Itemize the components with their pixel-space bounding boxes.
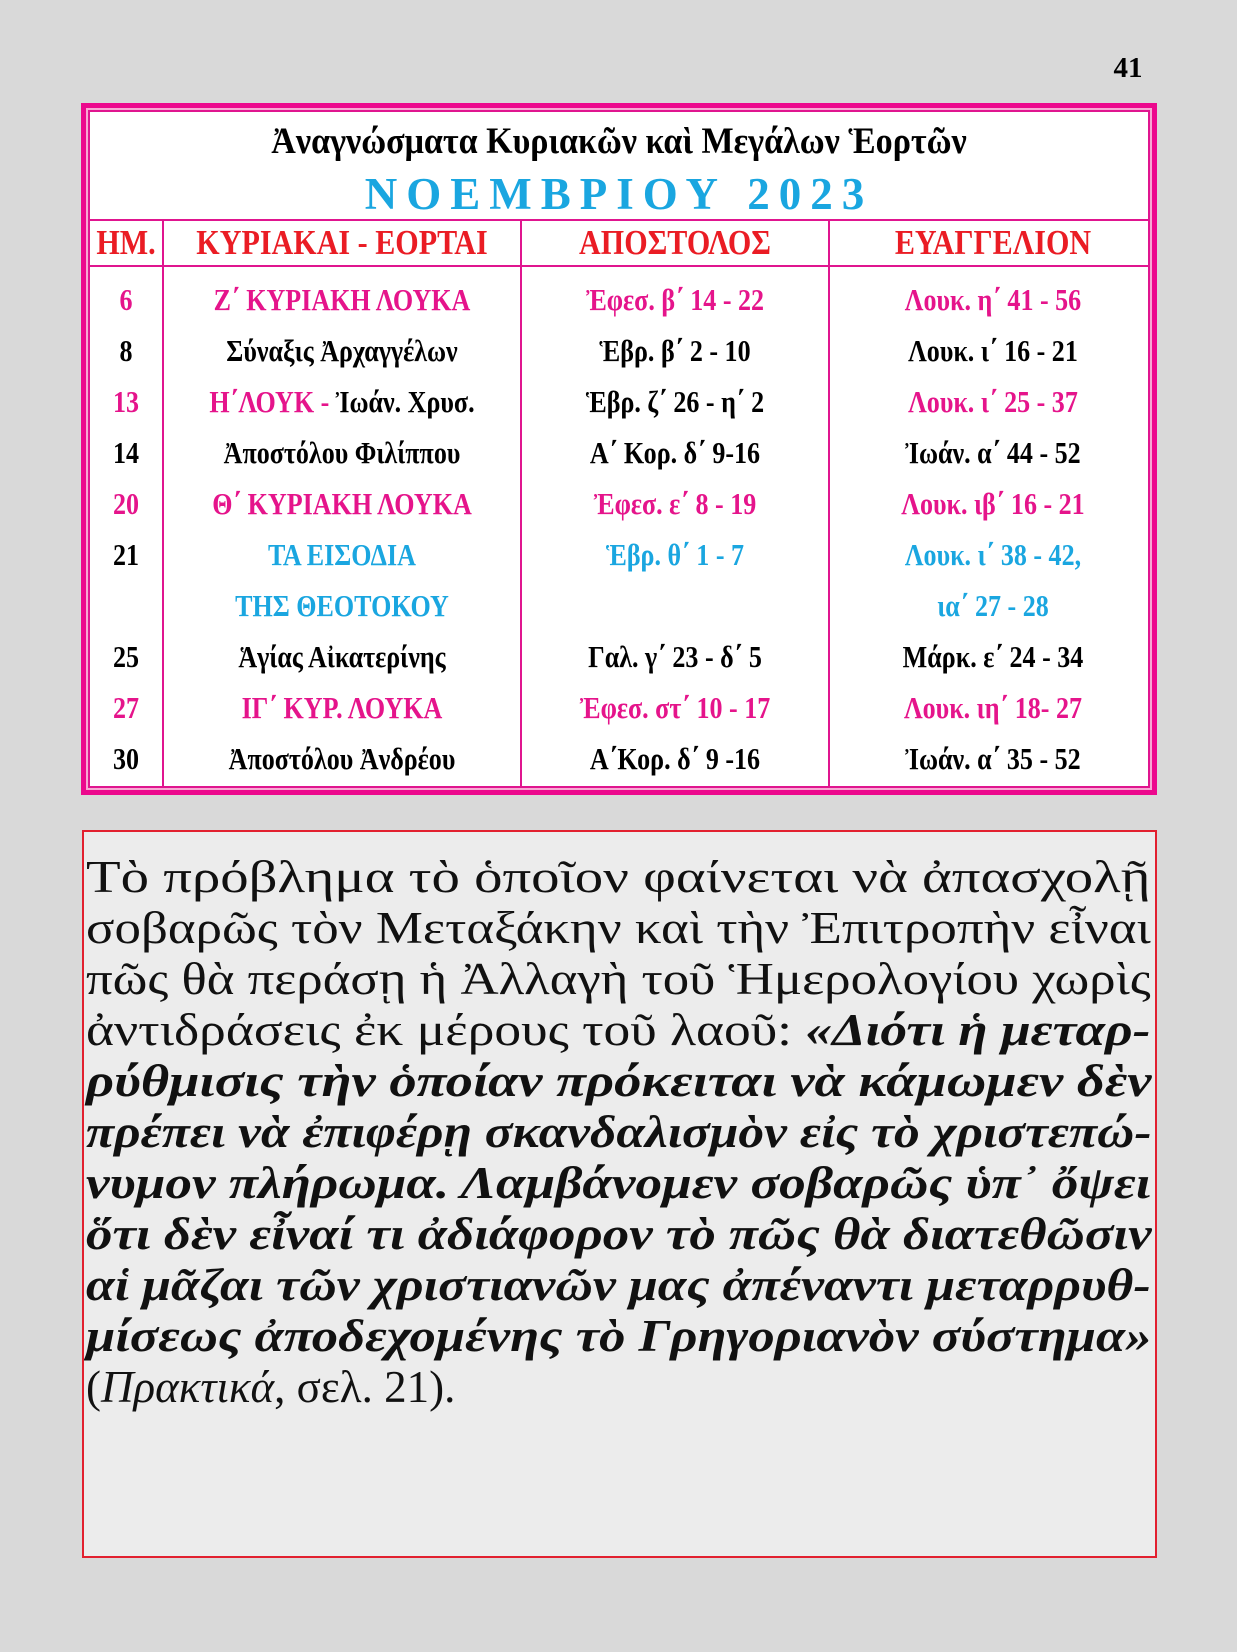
table-month: ΝΟΕΜΒΡΙΟΥ 2023 (364, 169, 874, 219)
citation-page: , σελ. 21). (274, 1362, 456, 1412)
row-day: 6 (119, 282, 133, 317)
row-feast-saint-part: Ἰωάν. Χρυσ. (335, 384, 475, 419)
row-gospel: Λουκ. η΄ 41 - 56 (904, 282, 1082, 317)
table-title: Ἀναγνώσματα Κυριακῶν καὶ Μεγάλων Ἑορτῶν (271, 121, 967, 162)
row-feast: ΙΓ΄ ΚΥΡ. ΛΟΥΚΑ (241, 690, 443, 725)
quote-text: πρέπει νὰ ἐπιφέρῃ σκανδαλισμὸν εἰς τὸ χριστεπώ- (86, 1107, 1152, 1157)
citation-line (86, 1362, 1151, 1413)
readings-table-inner (88, 110, 1150, 788)
column-divider (162, 219, 164, 786)
row-feast: Σύναξις Ἀρχαγγέλων (226, 333, 458, 368)
paragraph-line (86, 903, 1151, 954)
row-apostle: Ἐφεσ. στ΄ 10 - 17 (579, 690, 771, 725)
paragraph-line (86, 1056, 1151, 1107)
paragraph-line (86, 852, 1151, 903)
quote-text-box (82, 830, 1157, 1558)
row-feast: Θ΄ ΚΥΡΙΑΚΗ ΛΟΥΚΑ (212, 486, 472, 521)
row-gospel: Λουκ. ι΄ 16 - 21 (908, 333, 1078, 368)
row-gospel-line2: ια΄ 27 - 28 (937, 588, 1049, 623)
column-divider (828, 219, 830, 786)
row-day: 14 (112, 435, 140, 470)
column-divider (520, 219, 522, 786)
readings-table (81, 103, 1157, 795)
header-gospel: ΕΥΑΓΓΕΛΙΟΝ (894, 223, 1092, 262)
header-feast: ΚΥΡΙΑΚΑΙ - ΕΟΡΤΑΙ (196, 223, 488, 262)
row-day: 8 (119, 333, 133, 368)
quote-text: ὅτι δὲν εἶναί τι ἀδιάφορον τὸ πῶς θὰ διατεθῶσιν (86, 1209, 1152, 1259)
row-gospel: Λουκ. ι΄ 38 - 42, (904, 537, 1082, 572)
row-apostle: Ἑβρ. β΄ 2 - 10 (599, 333, 751, 368)
readings-grid (90, 219, 1148, 786)
header-day: ΗΜ. (96, 223, 156, 262)
paragraph-line (86, 1005, 1151, 1056)
citation-source: Πρακτικά (101, 1362, 275, 1412)
quote-text: ρύθμισις τὴν ὁποίαν πρόκειται νὰ κάμωμεν δὲν (86, 1056, 1152, 1106)
row-day: 20 (112, 486, 140, 521)
row-feast-sunday-part: Η΄ΛΟΥΚ - (209, 384, 336, 419)
quote-text: αἱ μᾶζαι τῶν χριστιανῶν μας ἀπέναντι μεταρρυθ- (86, 1260, 1151, 1310)
citation-open: ( (86, 1362, 101, 1412)
quote-text: μίσεως ἀποδεχομένης τὸ Γρηγοριανὸν σύστημα» (86, 1311, 1152, 1361)
line-text: ἀντιδράσεις ἐκ μέρους τοῦ λαοῦ: (86, 1005, 806, 1055)
paragraph-line (86, 1107, 1151, 1158)
paragraph-line (86, 954, 1151, 1005)
row-gospel: Ἰωάν. α΄ 35 - 52 (905, 741, 1081, 776)
row-apostle: Ἐφεσ. ε΄ 8 - 19 (593, 486, 757, 521)
row-apostle: Ἐφεσ. β΄ 14 - 22 (585, 282, 765, 317)
paragraph-line (86, 1158, 1151, 1209)
paragraph-line (86, 1260, 1151, 1311)
quote-text: νυμον πλήρωμα. Λαμβάνομεν σοβαρῶς ὑπ᾽ ὄψει (86, 1158, 1151, 1208)
row-day: 21 (112, 537, 140, 572)
row-feast-line2: ΤΗΣ ΘΕΟΤΟΚΟΥ (235, 588, 449, 623)
row-gospel: Λουκ. ι΄ 25 - 37 (908, 384, 1078, 419)
line-text: Τὸ πρόβλημα τὸ ὁποῖον φαίνεται νὰ ἀπασχολῇ (86, 852, 1151, 902)
table-title-block (90, 112, 1148, 220)
paragraph-line (86, 1311, 1151, 1362)
line-text: σοβαρῶς τὸν Μεταξάκην καὶ τὴν Ἐπιτροπὴν εἶναι (86, 903, 1151, 953)
row-feast: Ἁγίας Αἰκατερίνης (238, 639, 446, 674)
row-day: 30 (112, 741, 140, 776)
row-feast: Ζ΄ ΚΥΡΙΑΚΗ ΛΟΥΚΑ (213, 282, 471, 317)
row-apostle: Α΄Κορ. δ΄ 9 -16 (589, 741, 761, 776)
line-text: πῶς θὰ περάσῃ ἡ Ἀλλαγὴ τοῦ Ἡμερολογίου χωρὶς (86, 954, 1151, 1004)
row-apostle: Γαλ. γ΄ 23 - δ΄ 5 (588, 639, 762, 674)
header-apostle: ΑΠΟΣΤΟΛΟΣ (579, 223, 771, 262)
page-number: 41 (1113, 52, 1143, 84)
row-feast: ΤΑ ΕΙΣΟΔΙΑ (268, 537, 416, 572)
row-feast: Ἀποστόλου Ἀνδρέου (228, 741, 456, 776)
row-apostle: Α΄ Κορ. δ΄ 9-16 (589, 435, 761, 470)
row-apostle: Ἑβρ. θ΄ 1 - 7 (605, 537, 745, 572)
paragraph-line (86, 1209, 1151, 1260)
row-feast (192, 376, 491, 427)
row-day: 25 (112, 639, 140, 674)
row-gospel: Ἰωάν. α΄ 44 - 52 (905, 435, 1081, 470)
row-day: 27 (112, 690, 140, 725)
quote-text: «Διότι ἡ μεταρ- (805, 1005, 1151, 1055)
row-gospel: Λουκ. ιβ΄ 16 - 21 (901, 486, 1085, 521)
row-gospel: Λουκ. ιη΄ 18- 27 (903, 690, 1082, 725)
row-apostle: Ἑβρ. ζ΄ 26 - η΄ 2 (585, 384, 765, 419)
row-gospel: Μάρκ. ε΄ 24 - 34 (902, 639, 1084, 674)
row-day: 13 (112, 384, 140, 419)
row-feast: Ἀποστόλου Φιλίππου (223, 435, 461, 470)
